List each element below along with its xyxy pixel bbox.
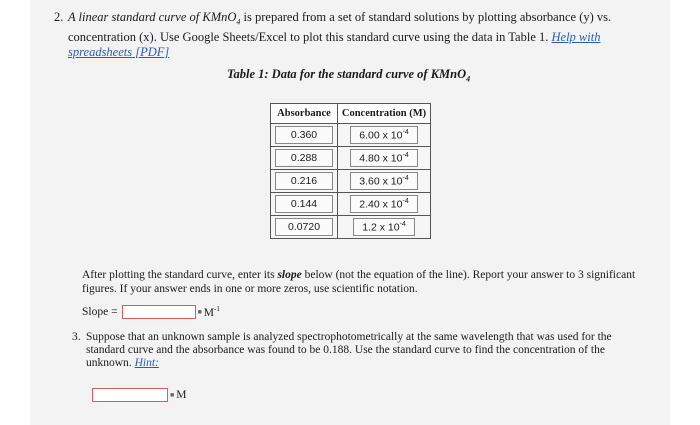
concentration-cell: 2.40 x $10^{-4}$	[350, 195, 417, 214]
table-row	[271, 170, 431, 193]
header-concentration: Concentration (M)	[338, 104, 431, 124]
table-row	[271, 147, 431, 170]
absorbance-cell: 0.0720	[275, 218, 333, 236]
header-absorbance: Absorbance	[271, 104, 338, 124]
slope-input[interactable]	[122, 305, 196, 319]
question-3-text: Suppose that an unknown sample is analyzed spectrophotometrically at the same wavelength that was used for the standard curve and the absorbance was found to be 0.188. Use the standard curve to find the concentration of the unknown.	[86, 331, 612, 369]
absorbance-cell: 0.288	[275, 149, 333, 167]
question-3-number: 3.	[72, 331, 81, 343]
table-row	[271, 216, 431, 239]
question-2-text-start: A linear standard curve of KMnO	[68, 10, 237, 24]
spreadsheet-help-link[interactable]: Help with spreadsheets [PDF]	[68, 29, 601, 59]
answer-status-icon: ■	[170, 391, 175, 399]
question-2-subscript: 4	[236, 17, 241, 27]
question-2	[55, 10, 655, 60]
absorbance-cell: 0.360	[275, 126, 333, 144]
question-3	[72, 331, 652, 370]
hint-link[interactable]: Hint:	[134, 357, 159, 369]
slope-instructions: After plotting the standard curve, enter its slope below (not the equation of the line). Report your answer to 3 significant figures. If your answer ends in one or more zeros, use scientific notation.	[82, 269, 636, 295]
concentration-input[interactable]	[92, 388, 168, 402]
concentration-cell: 6.00 x $10^{-4}$	[350, 126, 417, 145]
slope-unit: $M^{-1}$	[203, 305, 220, 319]
concentration-unit: M	[176, 389, 187, 401]
concentration-cell: 4.80 x $10^{-4}$	[350, 149, 417, 168]
table-caption: Table 1: Data for the standard curve of KMnO$_4$	[227, 67, 471, 84]
concentration-cell: 1.2 x $10^{-4}$	[353, 218, 415, 237]
slope-answer-row	[82, 305, 220, 319]
absorbance-cell: 0.216	[275, 172, 333, 190]
concentration-answer-row	[92, 388, 186, 402]
absorbance-cell: 0.144	[275, 195, 333, 213]
slope-label: Slope =	[82, 306, 118, 318]
question-2-number: 2.	[54, 10, 64, 24]
table-row	[271, 193, 431, 216]
question-2-text: is prepared from a set of standard solutions by plotting absorbance (y) vs. concentration (x). Use Google Sheets/Excel to plot this standard curve using the data in Table 1.	[68, 10, 612, 44]
standard-curve-table	[270, 103, 431, 239]
table-row	[271, 124, 431, 147]
answer-status-icon: ■	[197, 308, 202, 316]
table-header-row	[271, 104, 431, 124]
concentration-cell: 3.60 x $10^{-4}$	[350, 172, 417, 191]
slope-emphasis: slope	[277, 269, 302, 281]
